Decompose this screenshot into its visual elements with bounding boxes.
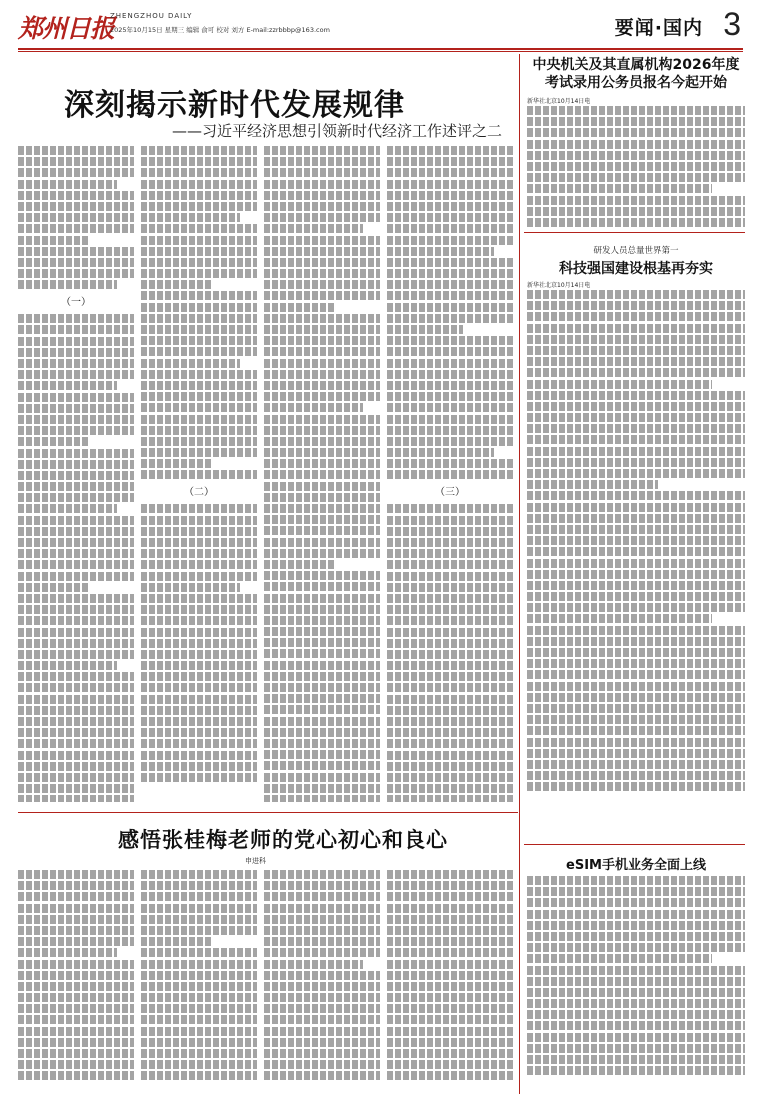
section-head-3: （三） (435, 487, 465, 499)
feature-column-4 (387, 870, 513, 1092)
lead-article-title: 深刻揭示新时代发展规律 (64, 88, 405, 123)
lead-column-3 (264, 146, 380, 802)
issue-meta: 2025年10月15日 星期三 编辑 俞可 校对 刘方 E-mail:zzrbbbp@163.com (110, 26, 330, 34)
side-divider-1 (524, 232, 745, 233)
masthead-rule-thin (18, 51, 743, 52)
side-story-1-body (527, 106, 745, 228)
side-story-2-title: 科技强国建设根基再夯实 (559, 261, 713, 277)
lead-column-1 (18, 146, 134, 802)
side-story-3-title: eSIM手机业务全面上线 (566, 858, 706, 873)
page-number: 3 (723, 6, 741, 42)
masthead-rule (18, 48, 743, 50)
section-head-1: （一） (61, 297, 91, 309)
section-head-2: （二） (184, 487, 214, 499)
side-divider-2 (524, 844, 745, 845)
feature-column-1 (18, 870, 134, 1092)
column-divider (519, 54, 520, 1094)
masthead (18, 6, 743, 48)
side-story-2-credit: 新华社北京10月14日电 (527, 282, 591, 289)
side-story-1-title: 中央机关及其直属机构2026年度考试录用公务员报名今起开始 (532, 57, 740, 91)
feature-title: 感悟张桂梅老师的党心初心和良心 (118, 827, 448, 852)
lead-column-4 (387, 146, 513, 802)
side-story-3-body (527, 876, 745, 1092)
lead-article-subtitle: ——习近平经济思想引领新时代经济工作述评之二 (172, 122, 503, 140)
lead-bottom-divider (18, 812, 518, 813)
feature-author: 申进科 (245, 857, 266, 865)
newspaper-logo: 郑州日报 (18, 14, 115, 43)
newspaper-logo-english: ZHENGZHOU DAILY (110, 12, 193, 20)
section-name: 要闻·国内 (614, 17, 703, 39)
side-story-1-credit: 新华社北京10月14日电 (527, 98, 591, 105)
lead-column-2 (141, 146, 257, 802)
side-story-2-kicker: 研发人员总量世界第一 (593, 246, 679, 256)
feature-column-2 (141, 870, 257, 1092)
feature-column-3 (264, 870, 380, 1092)
side-story-2-body (527, 290, 745, 838)
